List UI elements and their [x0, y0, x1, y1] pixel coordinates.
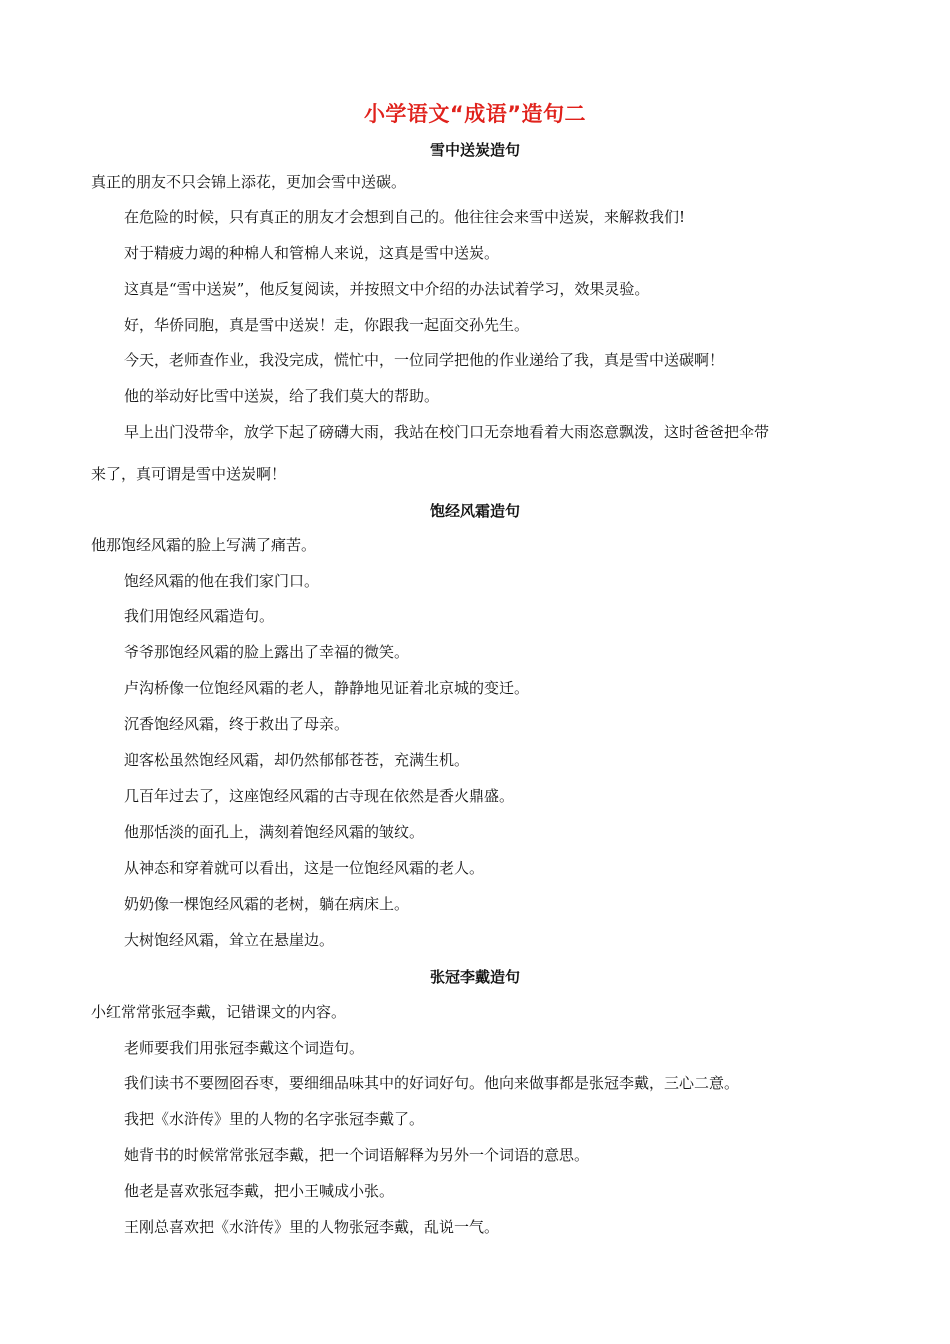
sentence: 他那饱经风霜的脸上写满了痛苦。	[91, 536, 317, 554]
sentence: 从神态和穿着就可以看出，这是一位饱经风霜的老人。	[124, 859, 485, 877]
sentence: 饱经风霜的他在我们家门口。	[124, 572, 320, 590]
sentence: 今天，老师查作业，我没完成，慌忙中，一位同学把他的作业递给了我，真是雪中送碳啊！	[124, 351, 725, 369]
sentence-continuation: 来了，真可谓是雪中送炭啊！	[91, 465, 287, 483]
sentence: 真正的朋友不只会锦上添花，更加会雪中送碳。	[91, 173, 407, 191]
sentence: 他的举动好比雪中送炭，给了我们莫大的帮助。	[124, 387, 440, 405]
sentence: 我们用饱经风霜造句。	[124, 607, 275, 625]
sentence: 对于精疲力竭的种棉人和管棉人来说，这真是雪中送炭。	[124, 244, 500, 262]
sentence: 爷爷那饱经风霜的脸上露出了幸福的微笑。	[124, 643, 410, 661]
sentence: 卢沟桥像一位饱经风霜的老人，静静地见证着北京城的变迁。	[124, 679, 530, 697]
document-title: 小学语文“成语”造句二	[363, 102, 587, 126]
sentence: 我们读书不要囫囵吞枣，要细细品味其中的好词好句。他向来做事都是张冠李戴，三心二意。	[124, 1074, 740, 1092]
sentence: 这真是“雪中送炭”，他反复阅读，并按照文中介绍的办法试着学习，效果灵验。	[124, 280, 650, 298]
sentence: 早上出门没带伞，放学下起了磅礴大雨，我站在校门口无奈地看着大雨恣意飘泼，这时爸爸把伞带	[124, 423, 770, 441]
sentence: 他那恬淡的面孔上，满刻着饱经风霜的皱纹。	[124, 823, 425, 841]
sentence: 小红常常张冠李戴，记错课文的内容。	[91, 1003, 347, 1021]
sentence: 王刚总喜欢把《水浒传》里的人物张冠李戴，乱说一气。	[124, 1218, 500, 1236]
sentence: 在危险的时候，只有真正的朋友才会想到自己的。他往往会来雪中送炭，来解救我们!	[124, 208, 686, 226]
section-heading: 饱经风霜造句	[429, 502, 520, 520]
sentence: 我把《水浒传》里的人物的名字张冠李戴了。	[124, 1110, 425, 1128]
sentence: 迎客松虽然饱经风霜，却仍然郁郁苍苍，充满生机。	[124, 751, 470, 769]
sentence: 他老是喜欢张冠李戴，把小王喊成小张。	[124, 1182, 395, 1200]
sentence: 几百年过去了，这座饱经风霜的古寺现在依然是香火鼎盛。	[124, 787, 515, 805]
sentence: 老师要我们用张冠李戴这个词造句。	[124, 1039, 365, 1057]
sentence: 沉香饱经风霜，终于救出了母亲。	[124, 715, 350, 733]
sentence: 好，华侨同胞，真是雪中送炭！走，你跟我一起面交孙先生。	[124, 316, 530, 334]
sentence: 大树饱经风霜，耸立在悬崖边。	[124, 931, 335, 949]
sentence: 她背书的时候常常张冠李戴，把一个词语解释为另外一个词语的意思。	[124, 1146, 590, 1164]
sentence: 奶奶像一棵饱经风霜的老树，躺在病床上。	[124, 895, 410, 913]
section-heading: 张冠李戴造句	[429, 968, 520, 986]
section-heading: 雪中送炭造句	[429, 141, 520, 159]
